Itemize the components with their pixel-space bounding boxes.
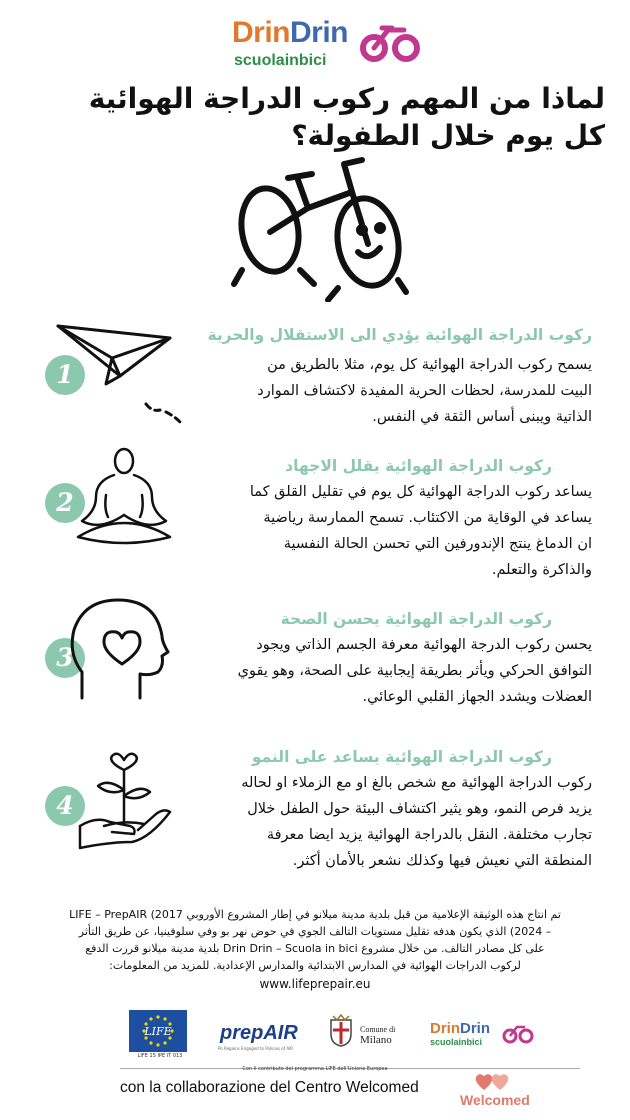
section-line: التوافق الحركي ويأثر بطريقة إيجابية على الصحة، وهو يقوي bbox=[237, 663, 592, 679]
prepair-logo: prepAIR bbox=[220, 1022, 298, 1044]
section-line: ان الدماغ ينتج الإندورفين التي تحسن الحالة النفسية bbox=[283, 536, 592, 552]
drindrin-small-logo bbox=[430, 1020, 490, 1047]
drindrin-logo bbox=[232, 12, 422, 72]
smiling-bicycle-icon bbox=[230, 152, 410, 302]
milano-logo-text bbox=[360, 1024, 395, 1046]
prepair-caption: Po Regions Engaged to Policies of AIR bbox=[218, 1046, 294, 1051]
section-number-1: 1 bbox=[45, 355, 85, 395]
head-heart-icon bbox=[68, 598, 172, 706]
small-logo-sub: scuolainbici bbox=[430, 1037, 483, 1047]
footer-line: تم انتاج هذه الوثيقة الإعلامية من قبل بلدية مدينة ميلانو في إطار المشروع الأوروبي LIFE – PrepAIR (2017 bbox=[69, 908, 561, 921]
section-heading-1: ركوب الدراجة الهوائية يؤدي الى الاستقلال والحرية bbox=[207, 326, 592, 344]
section-line: يزيد فرص النمو، وهو يثير اكتشاف البيئة حول الطفل خلال bbox=[247, 801, 592, 817]
section-line: والذاكرة والتعلم. bbox=[491, 562, 592, 578]
collaboration-text: con la collaborazione del Centro Welcomed bbox=[120, 1079, 419, 1096]
footer-line: – 2024) الذي يكون هدفه تقليل مستويات التالف الجوي في حوض نهر بو وفي سلوفينيا، عن طريق التأثر bbox=[78, 925, 552, 938]
hearts-icon bbox=[474, 1072, 514, 1092]
footer-line: لركوب الدراجات الهوائية في المدارس الابتدائية والمدارس الإعدادية. للمزيد من المعلومات: bbox=[109, 959, 521, 972]
section-heading-4: ركوب الدراجة الهوائية يساعد على النمو bbox=[251, 748, 552, 766]
section-body-3 bbox=[172, 632, 592, 710]
benefit-section-1 bbox=[0, 310, 630, 440]
hand-plant-icon bbox=[74, 746, 174, 850]
small-drin-blue: Drin bbox=[460, 1020, 490, 1037]
section-heading-3: ركوب الدراجة الهوائية يحسن الصحة bbox=[280, 610, 552, 628]
section-number-2: 2 bbox=[45, 483, 85, 523]
logo-brand bbox=[232, 16, 348, 50]
paper-plane-icon bbox=[50, 318, 190, 430]
milano-line1: Comune di bbox=[360, 1025, 396, 1034]
footer-line: على كل مصادر التالف. من خلال مشروع Drin Drin – Scuola in bici بلدية مدينة ميلانو قررت الدفع bbox=[85, 942, 545, 955]
logo-drin-blue: Drin bbox=[290, 16, 348, 49]
section-body-2 bbox=[172, 479, 592, 583]
small-bicycle-icon bbox=[502, 1022, 534, 1044]
logo-subtitle: scuolainbici bbox=[234, 52, 327, 69]
benefit-section-4 bbox=[0, 740, 630, 890]
website-link[interactable]: www.lifeprepair.eu bbox=[259, 977, 371, 991]
logo-drin-orange: Drin bbox=[232, 16, 290, 49]
meditation-icon bbox=[72, 445, 176, 549]
life-contribution-note: Con il contributo del programma LIFE dell'Unione Europea bbox=[242, 1066, 388, 1072]
benefit-section-3 bbox=[0, 598, 630, 718]
section-line: ركوب الدراجة الهوائية مع شخص بالغ او مع الزملاء او لحاله bbox=[241, 775, 592, 791]
section-body-1 bbox=[172, 352, 592, 430]
section-line: يساعد ركوب الدراجة الهوائية كل يوم في تقليل القلق كما bbox=[249, 484, 592, 500]
section-line: تجارب مختلفة. النقل بالدراجة الهوائية يزيد ايضا معرفة bbox=[266, 827, 592, 843]
eu-life-text: LIFE bbox=[144, 1025, 172, 1038]
section-number-4: 4 bbox=[45, 786, 85, 826]
section-heading-2: ركوب الدراجة الهوائية يقلل الاجهاد bbox=[285, 457, 552, 475]
footer-info bbox=[20, 906, 610, 974]
page-title: لماذا من المهم ركوب الدراجة الهوائية كل يوم خلال الطفولة؟ bbox=[88, 82, 605, 152]
section-line: الذاتية ويبنى أساس الثقة في النفس. bbox=[372, 409, 592, 425]
section-number-3: 3 bbox=[45, 638, 85, 678]
section-line: يساعد في الوقاية من الاكتئاب. تسمح الممارسة رياضية bbox=[263, 510, 592, 526]
small-logo-brand bbox=[430, 1020, 490, 1037]
section-line: يحسن ركوب الدرجة الهوائية معرفة الجسم الذاتي ويجود bbox=[256, 637, 592, 653]
eu-life-logo bbox=[129, 1010, 187, 1052]
welcomed-text: Welcomed bbox=[460, 1092, 530, 1108]
benefit-section-2 bbox=[0, 445, 630, 585]
section-body-4 bbox=[162, 770, 592, 874]
small-drin-orange: Drin bbox=[430, 1020, 460, 1037]
section-line: البيت للمدرسة، لحظات الحرية المفيدة لاكتشاف الموارد bbox=[257, 383, 592, 399]
welcomed-logo bbox=[460, 1072, 540, 1112]
section-line: يسمح ركوب الدراجة الهوائية كل يوم، مثلا بالطريق من bbox=[267, 357, 592, 373]
section-line: المنطقة التي نعيش فيها وكذلك نشعر بالأمان أكثر. bbox=[292, 853, 592, 869]
milano-crest-icon bbox=[327, 1014, 355, 1048]
section-line: العضلات ويشدد الجهاز القلبي الوعائي. bbox=[362, 689, 592, 705]
bicycle-logo-icon bbox=[360, 20, 422, 64]
partner-logos bbox=[0, 1010, 630, 1060]
milano-line2: Milano bbox=[360, 1034, 392, 1046]
eu-stars-icon bbox=[129, 1010, 187, 1052]
eu-caption: LIFE 15 IPE IT 013 bbox=[137, 1053, 183, 1059]
